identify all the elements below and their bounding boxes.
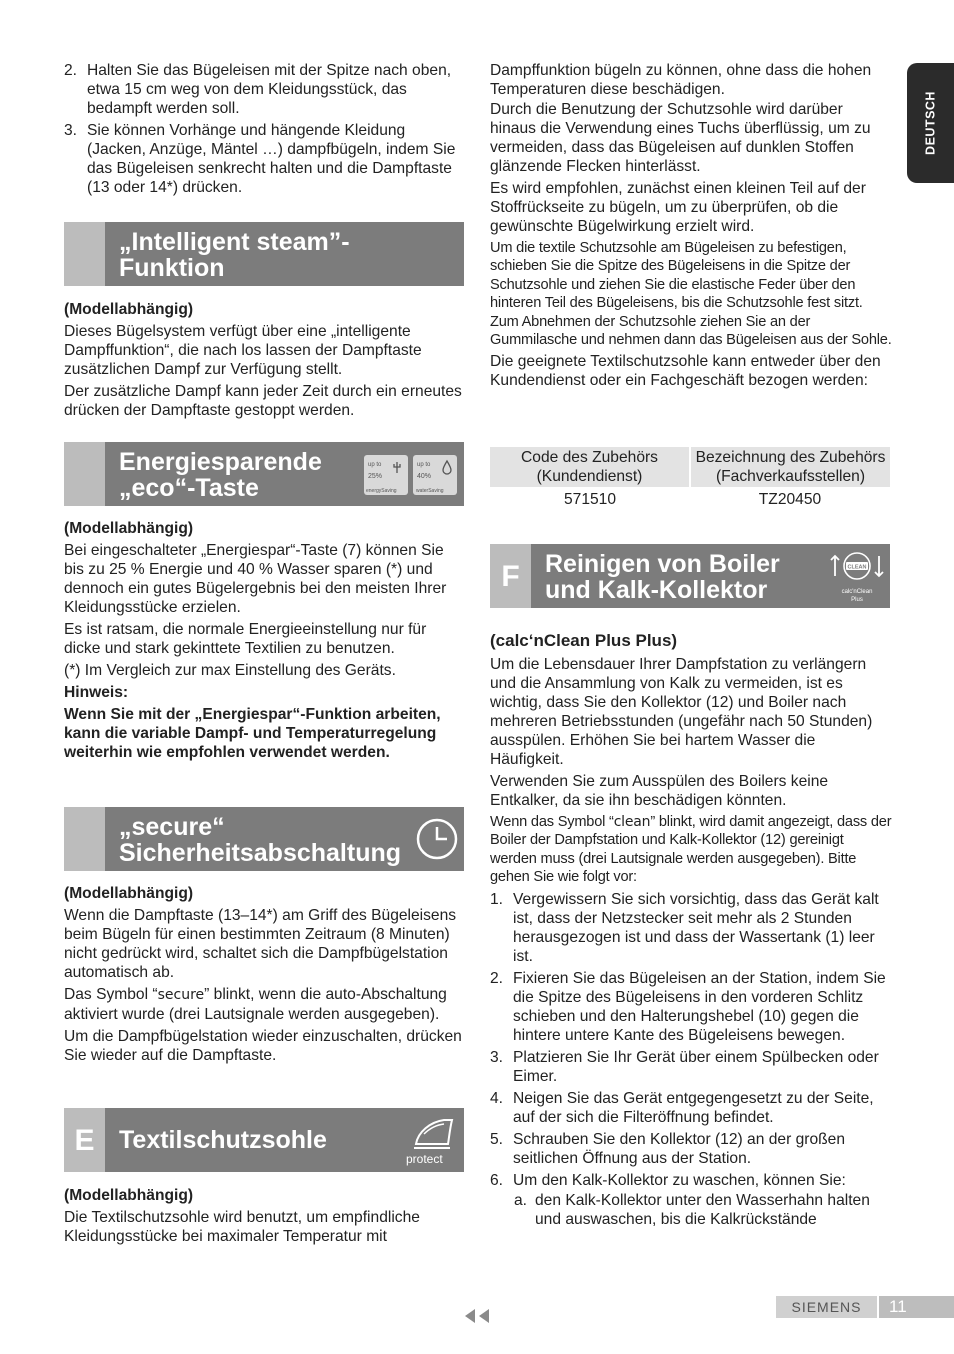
table-header: Bezeichnung des Zubehörs (Fachverkaufsstellen) xyxy=(690,447,890,487)
calc-n-clean-icon xyxy=(825,546,889,606)
clean-label: CLEAN xyxy=(847,564,867,571)
paragraph: Um die textile Schutzsohle am Bügeleisen zu befestigen, schieben Sie die Spitze des Bügeleisens in die Spitze der Schutzsohle und ziehen Sie die elastische Feder über den hinteren Teil des Bügeleisens, bis die Schutzsohle fest sitzt. Zum Abnehmen der Schutzsohle ziehen Sie an der Gummilasche und nehmen dann das Bügeleisen aus der Sohle. xyxy=(490,240,892,349)
section-title: Textilschutzsohle xyxy=(119,1126,327,1154)
section-body-intelligent-steam xyxy=(64,300,466,423)
eco-saving-icons xyxy=(363,454,457,496)
plus-label: Plus xyxy=(851,597,863,603)
section-body-secure xyxy=(64,884,466,1068)
model-note: (Modellabhängig) xyxy=(64,520,194,537)
paragraph: Der zusätzliche Dampf kann jeder Zeit durch ein erneutes drücken der Dampftaste gestoppt werden. xyxy=(64,383,462,419)
model-note: (Modellabhängig) xyxy=(64,1187,194,1204)
paragraph: Die geeignete Textilschutzsohle kann entweder über den Kundendienst oder ein Fachgeschäft bezogen werden: xyxy=(490,353,881,390)
list-item: 5. Schrauben Sie den Kollektor (12) an der großen seitlichen Öffnung aus der Station. xyxy=(490,1130,845,1167)
paragraph: Durch die Benutzung der Schutzsohle wird darüber hinaus die Verwendung eines Tuchs überflüssig, um zu vermeiden, dass das Bügeleisen auf dunklen Stoffen glänzende Flecken hinterlässt. xyxy=(490,101,871,175)
section-title: „Intelligent steam”-Funktion xyxy=(119,228,350,282)
calcnclean-label: calc'nClean xyxy=(841,589,873,595)
language-tab xyxy=(907,63,954,183)
list-item: 2. Halten Sie das Bügeleisen mit der Spitze nach oben, etwa 15 cm weg von dem Kleidungsstück, das bedampft werden soll. xyxy=(64,62,452,117)
model-note: (Modellabhängig) xyxy=(64,301,194,318)
page-nav-arrows-icon xyxy=(463,1308,491,1324)
section-title: Energiesparende „eco“-Taste xyxy=(119,448,322,502)
sub-list-item: a. den Kalk-Kollektor unter den Wasserhahn halten und auswaschen, bis die Kalkrückstände xyxy=(514,1191,870,1228)
energy-up-to: up to xyxy=(368,462,382,468)
clock-icon xyxy=(414,816,460,862)
paragraph: Es wird empfohlen, zunächst einen kleinen Teil auf der Stoffrückseite zu bügeln, um zu überprüfen, ob die gewünschte Bügelwirkung erzielt wird. xyxy=(490,180,866,235)
table-cell: TZ20450 xyxy=(758,491,822,508)
language-tab-label: DEUTSCH xyxy=(923,91,937,155)
paragraph: (*) Im Vergleich zur max Einstellung des Geräts. xyxy=(64,662,396,679)
note-text: Wenn Sie mit der „Energiespar“-Funktion arbeiten, kann die variable Dampf- und Temperaturregelung weiterhin wie empfohlen verwendet werden. xyxy=(64,706,441,761)
list-item: 6. Um den Kalk-Kollektor zu waschen, können Sie: xyxy=(490,1171,846,1189)
protect-soleplate-icon xyxy=(402,1112,462,1168)
table-row xyxy=(490,487,890,512)
section-header-intelligent-steam xyxy=(64,222,464,286)
section-header-eco xyxy=(64,442,464,506)
water-value: 40% xyxy=(417,473,432,480)
list-item: 3. Sie können Vorhänge und hängende Kleidung (Jacken, Anzüge, Mäntel …) dampfbügeln, indem Sie das Bügeleisen senkrecht halten und die Dampftaste (13 oder 14*) drücken. xyxy=(64,122,456,196)
note-label: Hinweis: xyxy=(64,684,129,701)
section-tab xyxy=(64,807,105,871)
list-item: 2. Fixieren Sie das Bügeleisen an der Station, indem Sie die Spitze des Bügeleisens in den vorderen Schlitz schieben und den Halterungshebel (10) gegen die hintere untere Kante des Bügeleisens bewegen. xyxy=(490,969,886,1044)
protect-label: protect xyxy=(406,1152,443,1166)
paragraph: Dampffunktion bügeln zu können, ohne dass die hohen Temperaturen diese beschädigen. xyxy=(490,62,872,98)
section-header-boiler-cleaning xyxy=(490,544,890,608)
table-cell: 571510 xyxy=(563,491,617,508)
paragraph: Dieses Bügelsystem verfügt über eine „intelligente Dampffunktion“, die nach los lassen der Dampftaste zusätzlichen Dampf zur Verfügung stellt. xyxy=(64,323,422,378)
paragraph: Es ist ratsam, die normale Energieeinstellung nur für dicke und stark gekinttete Textilien zu benutzen. xyxy=(64,621,427,657)
list-item: 1. Vergewissern Sie sich vorsichtig, dass das Gerät kalt ist, dass der Netzstecker seit mehr als 2 Stunden herausgezogen ist und dass der Wassertank (1) leer ist. xyxy=(490,890,879,965)
paragraph: Um die Lebensdauer Ihrer Dampfstation zu verlängern und die Ansammlung von Kalk zu vermeiden, ist es wichtig, dass Sie den Kollektor (12) und Boiler nach mehreren Betriebsstunden (ungefähr nach 50 Stunden) ausspülen. Erhöhen Sie bei hartem Wasser die Häufigkeit. xyxy=(490,656,873,768)
clean-symbol: clean xyxy=(613,814,651,830)
section-tab xyxy=(64,442,105,506)
section-letter: F xyxy=(490,544,531,608)
textile-soleplate-continued xyxy=(490,61,892,393)
paragraph: Wenn das Symbol “clean” blinkt, wird damit angezeigt, dass der Boiler der Dampfstation und Kalk-Kollektor (12) gereinigt werden muss (drei Lautsignale werden ausgegeben). Bitte gehen Sie wie folgt vor: xyxy=(490,814,892,886)
secure-symbol: secure xyxy=(157,987,205,1003)
model-note: (Modellabhängig) xyxy=(64,885,194,902)
water-up-to: up to xyxy=(417,462,431,468)
section-header-textile-soleplate xyxy=(64,1108,464,1172)
paragraph: Bei eingeschalteter „Energiespar“-Taste (7) können Sie bis zu 25 % Energie und 40 % Wasser sparen (*) und dennoch ein gutes Bügelergebnis bei den meisten Ihrer Kleidungsstücke erzielen. xyxy=(64,542,447,616)
table-header-row xyxy=(490,447,890,487)
section-header-secure xyxy=(64,807,464,871)
paragraph: Verwenden Sie zum Ausspülen des Boilers keine Entkalker, da sie ihn beschädigen könnten. xyxy=(490,773,829,809)
page-number: 11 xyxy=(879,1296,954,1318)
paragraph: Wenn die Dampftaste (13–14*) am Griff des Bügeleisens beim Bügeln für einen bestimmten Zeitraum (8 Minuten) nicht gedrückt wird, schaltet sich die Dampfbügelstation automatisch ab. xyxy=(64,907,457,981)
paragraph: Die Textilschutzsohle wird benutzt, um empfindliche Kleidungsstücke bei maximaler Temperatur mit xyxy=(64,1209,420,1245)
water-label: waterSaving xyxy=(416,488,444,494)
section-title: „secure“ Sicherheitsabschaltung xyxy=(119,813,402,867)
brand-label: SIEMENS xyxy=(776,1296,877,1318)
paragraph: Das Symbol “secure” blinkt, wenn die auto-Abschaltung aktiviert wurde (drei Lautsignale werden ausgegeben). xyxy=(64,986,447,1023)
list-item: 4. Neigen Sie das Gerät entgegengesetzt zu der Seite, auf der sich die Filteröffnung befindet. xyxy=(490,1089,874,1126)
section-title: Reinigen von Boiler und Kalk-Kollektor xyxy=(545,550,780,604)
section-tab xyxy=(64,222,105,286)
section-body-eco xyxy=(64,519,466,765)
energy-value: 25% xyxy=(368,473,383,480)
intro-list xyxy=(64,61,466,200)
table-header: Code des Zubehörs (Kundendienst) xyxy=(490,447,690,487)
section-body-boiler-cleaning xyxy=(490,630,892,1229)
energy-label: energySaving xyxy=(366,488,397,494)
accessory-table xyxy=(490,447,890,512)
list-item: 3. Platzieren Sie Ihr Gerät über einem Spülbecken oder Eimer. xyxy=(490,1048,879,1085)
section-subtitle: (calc‘nClean Plus Plus) xyxy=(490,631,678,650)
paragraph: Um die Dampfbügelstation wieder einzuschalten, drücken Sie wieder auf die Dampftaste. xyxy=(64,1028,462,1064)
section-body-textile-soleplate xyxy=(64,1186,466,1249)
section-letter: E xyxy=(64,1108,105,1172)
